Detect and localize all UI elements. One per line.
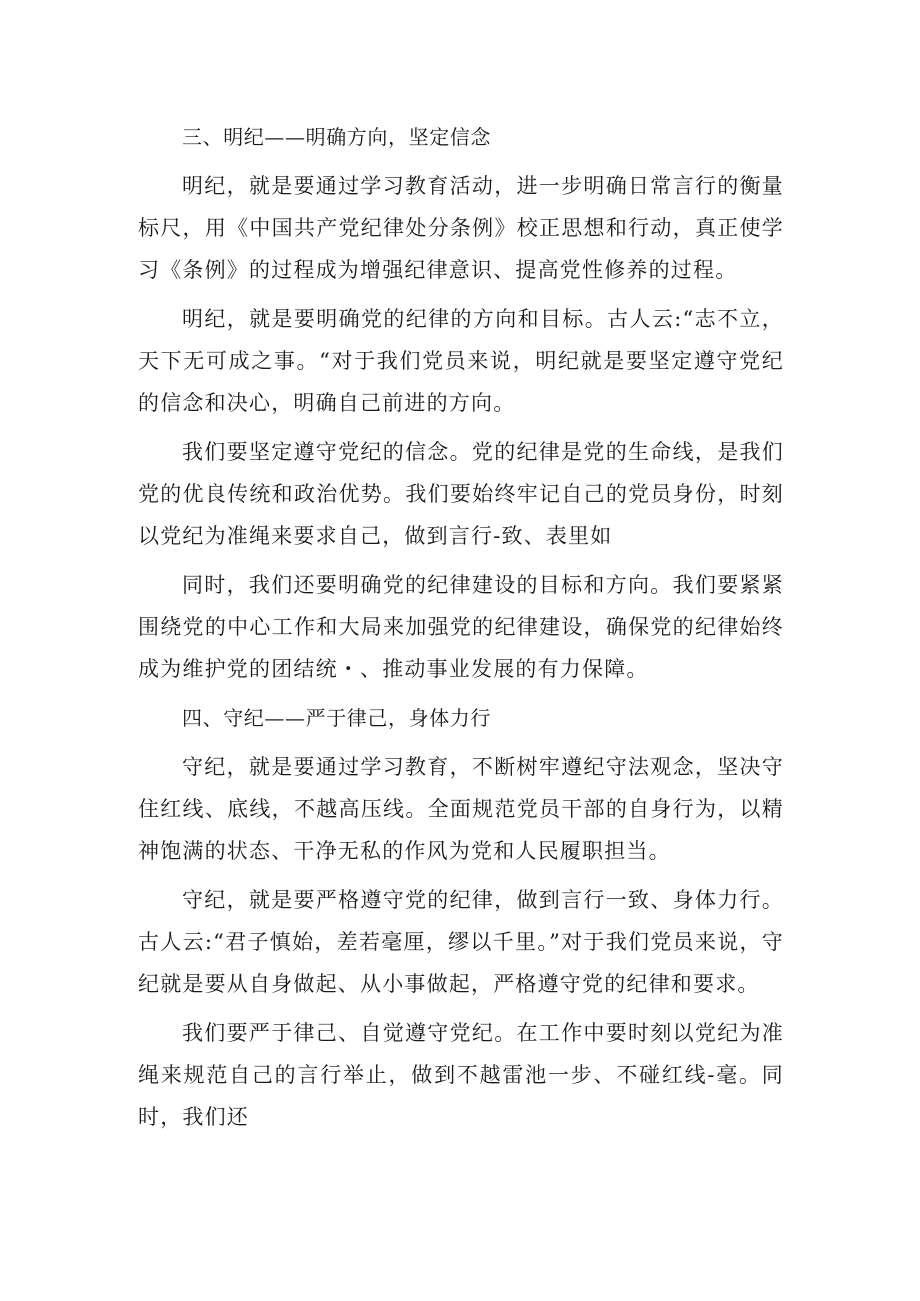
paragraph: 明纪，就是要明确党的纪律的方向和目标。古人云:“志不立，天下无可成之事。“对于我们党员来说，明纪就是要坚定遵守党纪的信念和决心，明确自己前进的方向。 bbox=[138, 307, 784, 415]
section-heading-3: 三、明纪——明确方向，坚定信念 bbox=[182, 125, 491, 149]
paragraph: 我们要严于律己、自觉遵守党纪。在工作中要时刻以党纪为准绳来规范自己的言行举止，做到不越雷池一步、不碰红线-毫。同时，我们还 bbox=[138, 1021, 784, 1129]
paragraph: 明纪，就是要通过学习教育活动，进一步明确日常言行的衡量标尺，用《中国共产党纪律处分条例》校正思想和行动，真正使学习《条例》的过程成为增强纪律意识、提高党性修养的过程。 bbox=[138, 174, 784, 282]
paragraph: 我们要坚定遵守党纪的信念。党的纪律是党的生命线，是我们党的优良传统和政治优势。我们要始终牢记自己的党员身份，时刻以党纪为准绳来要求自己，做到言行-致、表里如 bbox=[138, 440, 784, 548]
document-body bbox=[138, 116, 784, 1145]
section-heading-4: 四、守纪——严于律己，身体力行 bbox=[182, 706, 491, 730]
paragraph: 同时，我们还要明确党的纪律建设的目标和方向。我们要紧紧围绕党的中心工作和大局来加强党的纪律建设，确保党的纪律始终成为维护党的团结统・、推动事业发展的有力保障。 bbox=[138, 573, 784, 681]
paragraph: 守纪，就是要通过学习教育，不断树牢遵纪守法观念，坚决守住红线、底线，不越高压线。全面规范党员干部的自身行为，以精神饱满的状态、干净无私的作风为党和人民履职担当。 bbox=[138, 755, 784, 863]
paragraph: 守纪，就是要严格遵守党的纪律，做到言行一致、身体力行。古人云:“君子慎始，差若毫厘，缪以千里。”对于我们党员来说，守纪就是要从自身做起、从小事做起，严格遵守党的纪律和要求。 bbox=[138, 888, 784, 996]
